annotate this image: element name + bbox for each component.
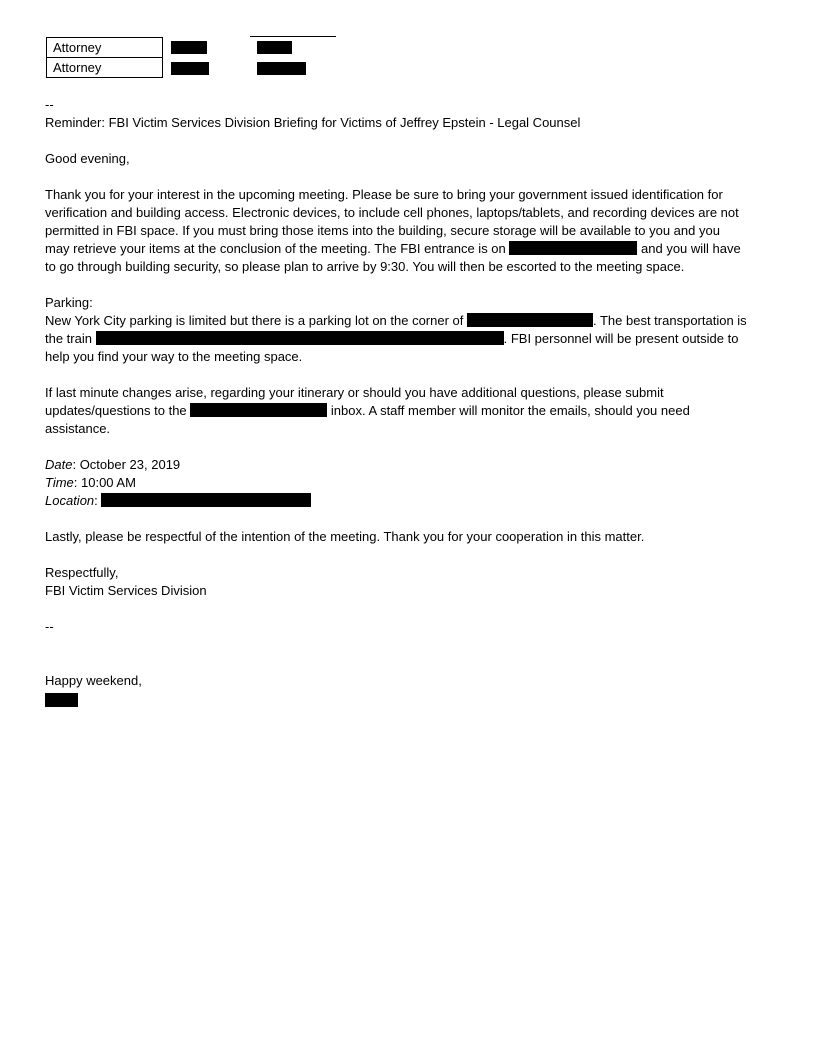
paragraph-text: and you will have [641,241,741,256]
paragraph-text: . The best transportation is [593,313,747,328]
redaction [101,493,311,507]
parking-section [45,294,775,366]
paragraph-line: verification and building access. Electronic devices, to include cell phones, laptops/tablets, and recording devices are not [45,205,739,220]
farewell [45,672,775,690]
redaction [257,62,306,75]
signoff [45,564,775,600]
paragraph-line: If last minute changes arise, regarding your itinerary or should you have additional questions, please submit [45,385,664,400]
greeting [45,150,775,168]
date-value: : October 23, 2019 [72,457,181,472]
redaction [257,41,292,54]
paragraph-line: Lastly, please be respectful of the intention of the meeting. Thank you for your cooperation in this matter. [45,529,645,544]
separator: -- [45,619,54,634]
paragraph-line: help you find your way to the meeting space. [45,349,303,364]
time-line [45,474,775,492]
signoff-line: Respectfully, [45,565,119,580]
greeting-text: Good evening, [45,151,130,166]
paragraph-line: assistance. [45,421,111,436]
location-label: Location [45,493,95,508]
paragraph-text: may retrieve your items at the conclusion of the meeting. The FBI entrance is on [45,241,506,256]
paragraph-text: updates/questions to the [45,403,187,418]
closing-paragraph [45,528,775,546]
paragraph-line [45,312,775,330]
separator-bottom [45,618,775,636]
paragraph-text: . FBI personnel will be present outside to [503,331,739,346]
attorney-role-cell: Attorney [47,58,163,78]
location-value: : [94,493,98,508]
time-value: : 10:00 AM [73,475,136,490]
top-rule [250,36,336,37]
meeting-details [45,456,775,510]
separator: -- [45,97,54,112]
attorney-role-cell: Attorney [47,38,163,58]
paragraph-text: inbox. A staff member will monitor the emails, should you need [330,403,690,418]
paragraph-line: permitted in FBI space. If you must bring those items into the building, secure storage will be available to you and you [45,223,720,238]
redaction [509,241,637,255]
instructions-paragraph [45,186,775,276]
time-label: Time [45,475,74,490]
date-label: Date [45,457,73,472]
redaction [45,693,78,707]
paragraph-line [45,240,775,258]
subject-line: Reminder: FBI Victim Services Division Briefing for Victims of Jeffrey Epstein - Legal Counsel [45,115,581,130]
signoff-line: FBI Victim Services Division [45,583,207,598]
paragraph-text: New York City parking is limited but there is a parking lot on the corner of [45,313,464,328]
paragraph-line [45,330,775,348]
redaction [467,313,593,327]
date-line [45,456,775,474]
redaction [190,403,327,417]
redaction [171,41,207,54]
paragraph-line: to go through building security, so please plan to arrive by 9:30. You will then be escorted to the meeting space. [45,259,685,274]
paragraph-line [45,402,775,420]
location-line [45,492,775,510]
paragraph-text: the train [45,331,92,346]
paragraph-line: Thank you for your interest in the upcoming meeting. Please be sure to bring your government issued identification for [45,187,723,202]
table-row [47,38,163,58]
farewell-text: Happy weekend, [45,673,142,688]
parking-heading: Parking: [45,295,93,310]
redaction [171,62,209,75]
redaction [96,331,504,345]
email-header [45,96,775,132]
attorney-table [46,37,163,78]
table-row [47,58,163,78]
contact-paragraph [45,384,775,438]
